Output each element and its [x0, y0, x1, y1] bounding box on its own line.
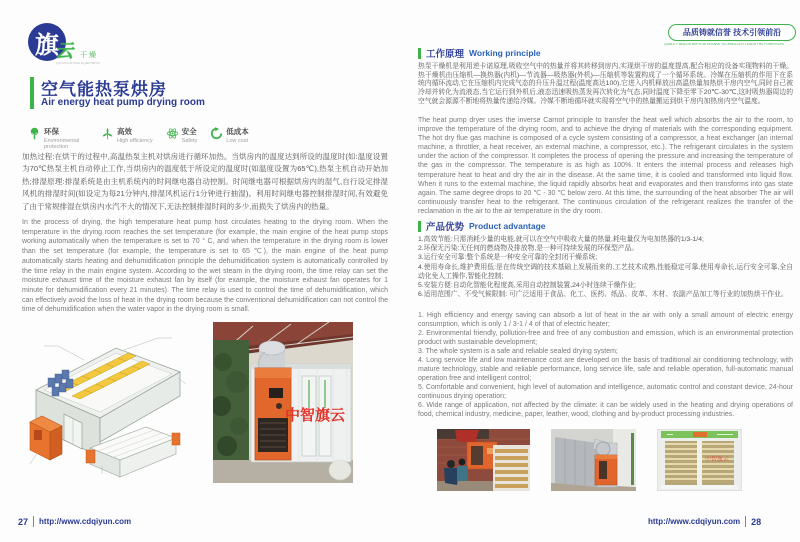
website-link[interactable]: http://www.cdqiyun.com [39, 517, 132, 526]
logo-cloud-glyph: 云 [55, 41, 73, 61]
feature-label-cn: 安全 [181, 127, 197, 136]
advantage-item: 4. Long service life and low maintenance cost are developed on the basis of traditional air conditioning technology, with mature technology, stable and reliable performance, long service life, safe and reliable operation, full-automatic manual operation free and intelligent control; [418, 357, 793, 382]
page-number: 27 [18, 516, 29, 527]
photo-watermark-text: 中智旗云 [285, 407, 346, 424]
atom-icon [166, 127, 179, 140]
photo-workers-racks [437, 429, 530, 491]
page-number: 28 [751, 516, 762, 527]
page-title-cn: 空气能热泵烘房 [41, 80, 167, 99]
advantage-item: 3.运行安全可靠:整个系统是一种安全可靠的全封闭干燥系统; [418, 254, 598, 262]
advantage-item: 4.使用寿命长,维护费用低:是在传统空调的技术基础上发展而来的,工艺技术成熟,性能稳定可靠,使用寿命长,运行安全可靠,全自动化免人工操作,智能化控制; [418, 263, 793, 280]
tree-icon [28, 127, 41, 140]
feature-label-cn: 高效 [117, 127, 132, 136]
advantage-item: 6.适用范围广、不受气候限制: 可广泛适用于食品、化工、医药、纸品、皮革、木材、农副产品加工等行业的加热烘干作业。 [418, 291, 788, 299]
advantage-item: 1.高效节能:只需消耗少量的电能,就可以在空气中吸收大量的热量,耗电量仅为电加热器的1/3-1/4; [418, 236, 704, 243]
footer-divider [33, 516, 34, 527]
advantage-item: 2. Environmental friendly, pollution-free and free of any combustion and emission, which is an environmental protection product with sustainable development; [418, 330, 793, 346]
photo-watermark-text: 中智旗云 [705, 457, 730, 463]
section-product-advantage [418, 219, 546, 233]
working-principle-en: The heat pump dryer uses the inverse Carnot principle to transfer the heat well which absorbs the air to the room, to improve the temperature of the drying room, and to achieve the drying of materials with the corresponding equipment. The hot dry flue gas machine is composed of a cycle system consisting of a compressor, a heat exchanger (an internal machine, a throttler, a heat receiver, an external machine, a compressor, etc.). The refrigerant circulates in the system under the action of the compressor. It completes the process of opening the pressure and increasing the temperature of the gas in the compressor. The temperature is as high as 100%. It enters the internal process and releases high temperature heat to heat and dry the air in the disease. At the same time, it is cooled and transformed into liquid flow. When it runs to the external machine, the liquid rapidly absorbs heat and evaporates and then transforms into gas state again. The same degree drops to 20 ℃ - 30 ℃ below zero. At this time, the surrounding of the heat absorber The air will continuously transfer heat to the refrigerant. The continuous circulation of the refrigerant realizes the transfer of the reclamation in the air to the air temperature in the dry room. [418, 117, 793, 215]
website-link[interactable]: http://www.cdqiyun.com [648, 517, 741, 526]
advantage-item: 5. Comfortable and convenient, high level of automation and intelligence, automatic control and constant device, 24-hour continuous drying operation; [418, 384, 793, 400]
quality-badge-cn: 品质铸就信誉 技术引领前沿 [682, 28, 782, 37]
logo-glyph: 旗 [35, 31, 59, 59]
photo-tray-racks [657, 429, 742, 491]
photo-heat-pump-duct [551, 429, 636, 491]
feature-efficiency [101, 126, 153, 151]
working-principle-cn: 热泵干燥机是利用逆卡诺原理,吸收空气中的热量并将其转移到房内,实现烘干房的温度提高,配合相应的设备实现物料的干燥。热干燥机由压缩机—换热器(内机)—节流器—吸热器(外机)—压缩机等装置构成了一个循环系统。冷媒在压缩机的作用下在系统内循环流动,它在压缩机内完成气态的升压升温过程(温度高达100),它进入内机释放出高温热量加热烘干房内空气,同时自己被冷却并转化为流液态,当它运行到外机后,液态迅速吸热蒸发再次转化为气态,同时温度下降至零下20℃-30℃,这时吸热器周边的空气就会源源不断地将热量传递给冷媒。冷媒不断地循环就实现将空气中的热量搬运到烘干房内加热房内空气温度。 [418, 63, 793, 105]
advantage-item: 2.环保无污染:无任何的燃烧物及排放物,是一种可持续发展的环保型产品。 [418, 245, 639, 253]
drying-room-photo [213, 322, 353, 483]
footer-divider [745, 516, 746, 527]
advantage-list-cn [418, 235, 793, 299]
feature-label-en: High efficiency [117, 138, 153, 144]
drying-room-3d-diagram [28, 330, 190, 480]
heating-paragraph-cn: 加热过程:在烘干的过程中,高温热泵主机对烘房进行循环加热。当烘房内的温度达到所设的温度时(如:温度设置为70℃热泵主机自动停止工作,当烘房内的温度低于所设定的温度时(如温度设置为65℃),热泵主机自动开始加热;排湿原理:排湿系统是由主机系统内的时间继电器自动控制。时间继电器可根据烘房内的湿气,自行设定排湿风机的排湿时间(如设定为每21分钟内,排湿风机运行1分钟进行抽湿)。利用时间继电器控制排湿时间,有效避免了由于常规排湿在烘房内水汽不大的情况下,无法控制排湿时间的多少,而损失了烘房内的热量。 [22, 152, 388, 211]
section-title-cn: 工作原理 [426, 49, 465, 60]
section-accent-bar [418, 48, 421, 59]
feature-safety [166, 126, 198, 151]
advantage-item: 1. High efficiency and energy saving can absorb a lot of heat in the air with only a small amount of electric energy consumption, which is only 1 / 3-1 / 4 of that of electric heater; [418, 312, 793, 328]
section-title-cn: 产品优势 [426, 222, 465, 233]
logo-subtitle: 干燥 [80, 52, 98, 59]
feature-label-en: Environmental protection [44, 138, 80, 151]
advantage-item: 5.安装方便:自动化智能化程度高,采用自动控制装置,24小时连续干燥作业; [418, 282, 636, 290]
advantage-item: 6. Wide range of application, not affected by the climate: it can be widely used in the heating and drying operations of food, chemical industry, medicine, paper, leather, wood, clothing and by-product processing industries. [418, 402, 793, 418]
advantage-list-en [418, 311, 793, 419]
heating-paragraph-en: In the process of drying, the high temperature heat pump host circulates heating to the drying room. When the temperature in the drying room reaches the set temperature (for example, the main engine of the heat pump stops working automatically when the temperature is set to 70 ° C, and when the temperature in the drying room is lower than the set temperature (for example, the temperature is set to 65 ℃), the main engine of the heat pump automatically starts heating and dehumidification principle the dehumidification system is automatically controlled by the time relay in the main engine system. According to the wet steam in the drying room, the time relay can set the moisture exhaust time of the moisture exhaust fan by itself (for example, the moisture exhaust fan operates for 1 minute for dehumidification every 21 minutes). The time relay is used to control the time of dehumidification, which can effectively avoid the loss of heat in the drying room because the conventional dehumidification can not control the time of dehumidification when the water vapor in the drying room is small. [22, 219, 388, 314]
application-photos [437, 429, 742, 491]
footer-right [648, 516, 761, 527]
title-accent-bar [30, 77, 34, 109]
feature-label-cn: 环保 [44, 127, 59, 136]
quality-badge [668, 24, 796, 41]
section-title-en: Working principle [469, 48, 541, 58]
footer-left [18, 516, 131, 527]
feature-label-en: Low cost [226, 138, 248, 144]
cycle-arrow-icon [210, 127, 223, 140]
feature-environmental [28, 126, 88, 151]
quality-badge-en: QUALITY BUILDS REPUTATION AND TECHNOLOGY LEADS THE FOREFRONT [664, 43, 785, 47]
page-title-en: Air energy heat pump drying room [41, 97, 205, 108]
section-working-principle [418, 46, 541, 60]
logo-caption: QIYUN DRYING EQUIPMENT [56, 62, 101, 66]
feature-label-cn: 低成本 [226, 127, 249, 136]
section-accent-bar [418, 221, 421, 232]
wind-turbine-icon [101, 127, 114, 140]
feature-label-en: Safety [181, 138, 198, 144]
feature-low-cost [210, 126, 249, 151]
section-title-en: Product advantage [469, 221, 546, 231]
feature-badges [28, 126, 249, 151]
advantage-item: 3. The whole system is a safe and reliable sealed drying system; [418, 348, 618, 355]
